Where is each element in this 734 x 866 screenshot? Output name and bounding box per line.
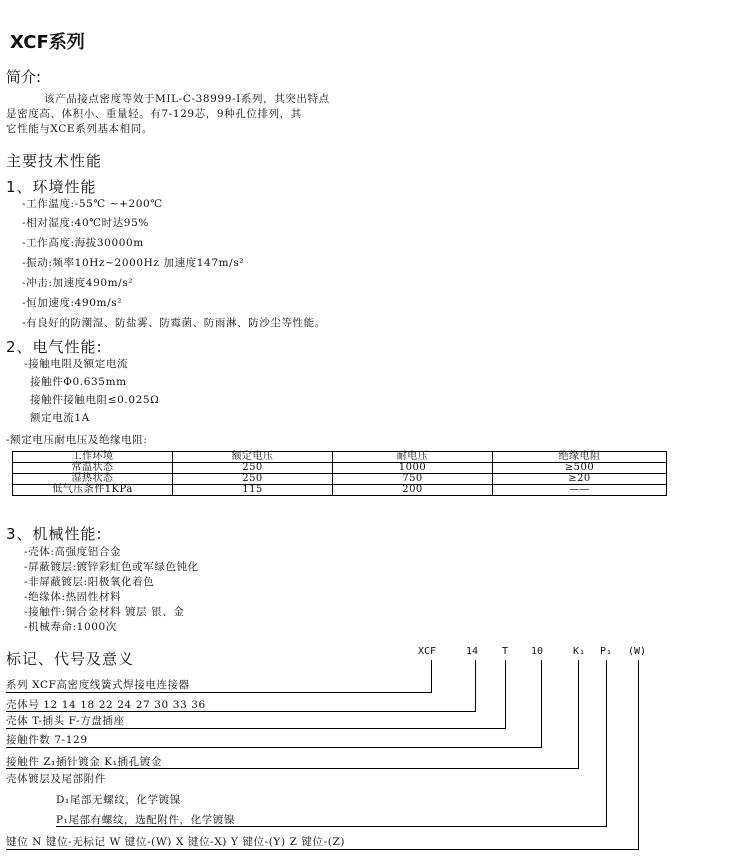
intro-line-3: 它性能与XCE系列基本相同。 bbox=[6, 123, 153, 135]
elec-heading: 2、电气性能: bbox=[6, 338, 103, 356]
env-item-shock: -冲击:加速度490m/s² bbox=[22, 277, 134, 289]
divider bbox=[6, 849, 639, 850]
table-row bbox=[13, 463, 667, 474]
env-item-altitude: -工作高度:海拔30000m bbox=[22, 237, 144, 249]
table-header: 额定电压 bbox=[173, 452, 333, 463]
tech-heading: 主要技术性能 bbox=[6, 152, 103, 170]
code-plating: P₁ bbox=[600, 646, 613, 657]
divider bbox=[6, 692, 432, 693]
divider bbox=[541, 660, 542, 748]
divider bbox=[505, 660, 506, 729]
voltage-resistance-table bbox=[12, 451, 667, 496]
divider bbox=[6, 747, 542, 748]
table-cell: 湿热状态 bbox=[13, 474, 173, 485]
code-key: (W) bbox=[628, 646, 647, 657]
elec-item-contact-resistance: 接触件接触电阻≤0.025Ω bbox=[30, 394, 160, 406]
mech-item-insulator: -绝缘体:热固性材料 bbox=[24, 591, 122, 603]
elec-table-caption: -额定电压耐电压及绝缘电阻: bbox=[6, 434, 148, 446]
marking-row-key: 键位 N 键位-无标记 W 键位-(W) X 键位-X) Y 键位-(Y) Z 键位-(Z) bbox=[6, 836, 346, 848]
marking-row-contact-count: 接触件数 7-129 bbox=[6, 734, 88, 746]
table-cell: 低气压条件1KPa bbox=[13, 485, 173, 496]
marking-row-series: 系列 XCF高密度线簧式焊接电连接器 bbox=[6, 679, 190, 691]
table-cell: 750 bbox=[333, 474, 493, 485]
intro-line-2: 是密度高、体积小、重量轻。有7-129芯，9种孔位排列，其 bbox=[6, 108, 302, 120]
marking-row-shell-size: 壳体号 12 14 18 22 24 27 30 33 36 bbox=[6, 699, 206, 711]
table-cell: —— bbox=[493, 485, 667, 496]
divider bbox=[606, 660, 607, 827]
code-contact-count: 10 bbox=[531, 646, 544, 657]
code-shell-type: T bbox=[502, 646, 509, 657]
divider bbox=[56, 826, 607, 827]
table-header: 工作环境 bbox=[13, 452, 173, 463]
mech-item-shell: -壳体:高强度铝合金 bbox=[24, 546, 122, 558]
mech-heading: 3、机械性能: bbox=[6, 525, 103, 543]
env-item-temp: -工作温度:-55℃ ~+200℃ bbox=[22, 198, 163, 210]
table-cell: 1000 bbox=[333, 463, 493, 474]
divider bbox=[578, 660, 579, 769]
divider bbox=[6, 768, 579, 769]
divider bbox=[6, 728, 506, 729]
table-cell: ≥500 bbox=[493, 463, 667, 474]
elec-item-rated-current: 额定电流1A bbox=[30, 412, 90, 424]
table-cell: ≥20 bbox=[493, 474, 667, 485]
table-row bbox=[13, 474, 667, 485]
divider bbox=[638, 660, 639, 850]
marking-row-contact-type: 接触件 Z₁插针镀金 K₁插孔镀金 bbox=[6, 756, 162, 768]
table-cell: 250 bbox=[173, 474, 333, 485]
mech-item-contact: -接触件:铜合金材料 镀层 银、金 bbox=[24, 606, 185, 618]
env-item-protection: -有良好的防潮湿、防盐雾、防霉菌、防雨淋、防沙尘等性能。 bbox=[22, 317, 326, 329]
marking-heading: 标记、代号及意义 bbox=[6, 650, 135, 668]
code-contact-type: K₁ bbox=[573, 646, 586, 657]
marking-row-plating-d1: D₁尾部无螺纹，化学镀镍 bbox=[56, 794, 181, 806]
marking-row-shell-type: 壳体 T-插头 F-方盘插座 bbox=[6, 715, 125, 727]
table-header: 耐电压 bbox=[333, 452, 493, 463]
page-title: XCF系列 bbox=[10, 32, 85, 53]
intro-line-1: 该产品接点密度等效于MIL-C-38999-I系列，其突出特点 bbox=[44, 93, 330, 105]
env-item-acceleration: -恒加速度:490m/s² bbox=[22, 297, 123, 309]
mech-item-life: -机械寿命:1000次 bbox=[24, 621, 117, 633]
code-series: XCF bbox=[418, 646, 437, 657]
table-header-row bbox=[13, 452, 667, 463]
intro-heading: 简介: bbox=[6, 68, 42, 86]
table-cell: 115 bbox=[173, 485, 333, 496]
mech-item-nonshield-plating: -非屏蔽镀层:阳极氧化着色 bbox=[24, 576, 155, 588]
elec-item-resistance: -接触电阻及额定电流 bbox=[24, 358, 129, 370]
code-shell-size: 14 bbox=[466, 646, 479, 657]
mech-item-shield-plating: -屏蔽镀层:镀锌彩虹色或军绿色钝化 bbox=[24, 561, 199, 573]
table-cell: 200 bbox=[333, 485, 493, 496]
table-header: 绝缘电阻 bbox=[493, 452, 667, 463]
marking-row-plating-heading: 壳体镀层及尾部附件 bbox=[6, 773, 106, 785]
env-item-vibration: -振动:频率10Hz~2000Hz 加速度147m/s² bbox=[22, 257, 245, 269]
table-cell: 250 bbox=[173, 463, 333, 474]
table-row bbox=[13, 485, 667, 496]
table-cell: 常温状态 bbox=[13, 463, 173, 474]
marking-row-plating-p1: P₁尾部有螺纹，选配附件，化学镀镍 bbox=[56, 814, 235, 826]
divider bbox=[431, 660, 432, 693]
divider bbox=[475, 660, 476, 712]
env-item-humidity: -相对湿度:40℃时达95% bbox=[22, 217, 149, 229]
divider bbox=[6, 711, 476, 712]
elec-item-contact-size: 接触件Φ0.635mm bbox=[30, 376, 127, 388]
env-heading: 1、环境性能 bbox=[6, 178, 97, 196]
